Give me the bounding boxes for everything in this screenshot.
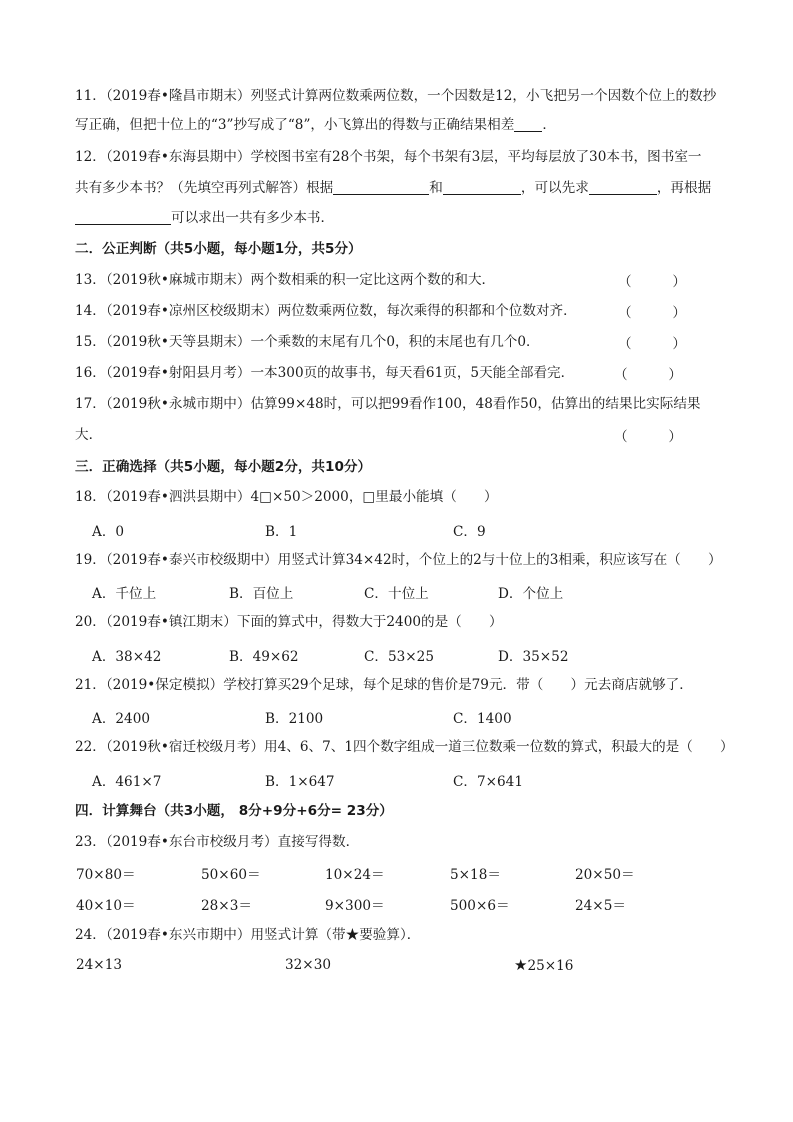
q22-option-b[interactable]: B．1×647 [265,774,335,790]
q11-line2-text: 写正确，但把十位上的“3”抄写成了“8”，小飞算出的得数与正确结果相差 [75,117,515,133]
q23-item[interactable]: 40×10＝ [76,898,136,914]
q23-item[interactable]: 9×300＝ [325,898,385,914]
q18-option-b[interactable]: B．1 [265,524,298,540]
answer-blank[interactable] [589,180,657,195]
q12-line1: 12．（2019春•东海县期中）学校图书室有28个书架，每个书架有3层，平均每层放了30本书，图书室一 [75,149,702,165]
q12-text-c: ，可以先求 [520,180,589,196]
answer-blank[interactable] [514,117,542,132]
q12-text-b: 和 [429,180,443,196]
q23-stem: 23．（2019春•东台市校级月考）直接写得数． [75,834,360,850]
q22-option-c[interactable]: C．7×641 [453,774,523,790]
q20-option-b[interactable]: B．49×62 [229,649,299,665]
q22-option-a[interactable]: A．461×7 [92,774,162,790]
q24-item-starred[interactable] [514,956,573,974]
q21-option-c[interactable]: C．1400 [453,711,512,727]
q24-item[interactable]: 24×13 [76,957,122,973]
q19-option-b[interactable]: B．百位上 [229,586,294,602]
q23-item[interactable]: 50×60＝ [201,867,261,883]
answer-blank[interactable] [333,180,429,195]
q20-stem: 20．（2019春•镇江期末）下面的算式中，得数大于2400的是（ ） [75,614,503,630]
q12-text-e: 可以求出一共有多少本书． [171,210,335,226]
q18-option-c[interactable]: C．9 [453,524,486,540]
q21-option-a[interactable]: A．2400 [92,711,151,727]
q17-line1: 17．（2019秋•永城市期中）估算99×48时，可以把99看作100，48看作50，估算出的结果比实际结果 [75,396,701,412]
q12-line2 [75,178,711,198]
q12-text-a: 共有多少本书？（先填空再列式解答）根据 [75,180,334,196]
q24-stem: 24．（2019春•东兴市期中）用竖式计算（带★要验算）． [75,927,421,943]
q23-item[interactable]: 10×24＝ [325,867,385,883]
q21-stem: 21．（2019•保定模拟）学校打算买29个足球，每个足球的售价是79元．带（ ）元去商店就够了． [75,677,693,693]
q23-item[interactable]: 20×50＝ [575,867,635,883]
q22-stem: 22．（2019秋•宿迁校级月考）用4、6、7、1四个数字组成一道三位数乘一位数的算式，积最大的是（ ） [75,739,734,755]
q18-stem: 18．（2019春•泗洪县期中）4□×50＞2000，□里最小能填（ ） [75,489,498,505]
q19-stem: 19．（2019春•泰兴市校级期中）用竖式计算34×42时，个位上的2与十位上的3相乘，积应该写在（ ） [75,552,722,568]
q20-option-c[interactable]: C．53×25 [364,649,434,665]
q16-answer-paren[interactable]: （ ） [614,367,682,383]
q24-item[interactable]: 32×30 [285,957,331,973]
section-heading-judge: 二．公正判断（共5小题，每小题1分，共5分） [75,241,362,257]
q23-item[interactable]: 24×5＝ [575,898,626,914]
q14-text: 14．（2019春•凉州区校级期末）两位数乘两位数，每次乘得的积都和个位数对齐． [75,303,577,319]
q11-line2 [75,115,556,135]
q11-line2-end: ． [542,117,556,133]
q16-text: 16．（2019春•射阳县月考）一本300页的故事书，每天看61页，5天能全部看完． [75,365,575,381]
q17-answer-paren[interactable]: （ ） [614,429,682,445]
q20-option-d[interactable]: D．35×52 [498,649,569,665]
q13-text: 13．（2019秋•麻城市期末）两个数相乘的积一定比这两个数的和大． [75,272,496,288]
q12-line3 [75,208,334,228]
q24-item-text: 25×16 [527,958,574,974]
q23-item[interactable]: 28×3＝ [201,898,252,914]
q19-option-d[interactable]: D．个位上 [498,586,564,602]
q21-option-b[interactable]: B．2100 [265,711,324,727]
section-heading-calc: 四．计算舞台（共3小题， 8分+9分+6分= 23分） [75,803,393,819]
q23-item[interactable]: 500×6＝ [450,898,510,914]
answer-blank[interactable] [443,180,521,195]
q15-text: 15．（2019秋•天等县期末）一个乘数的末尾有几个0，积的末尾也有几个0． [75,334,540,350]
q23-item[interactable]: 70×80＝ [76,867,136,883]
q13-answer-paren[interactable]: （ ） [618,274,686,290]
q20-option-a[interactable]: A．38×42 [92,649,162,665]
q23-item[interactable]: 5×18＝ [450,867,501,883]
q17-line2: 大． [75,427,103,443]
q18-option-a[interactable]: A．0 [92,524,125,540]
q15-answer-paren[interactable]: （ ） [618,336,686,352]
q19-option-c[interactable]: C．十位上 [364,586,429,602]
answer-blank[interactable] [75,210,171,225]
q14-answer-paren[interactable]: （ ） [618,305,686,321]
q11-line1: 11．（2019春•隆昌市期末）列竖式计算两位数乘两位数，一个因数是12，小飞把另一个因数个位上的数抄 [75,88,717,104]
q12-text-d: ，再根据 [656,180,712,196]
star-icon: ★ [514,956,528,974]
q19-option-a[interactable]: A．千位上 [92,586,157,602]
section-heading-choice: 三．正确选择（共5小题，每小题2分，共10分） [75,459,372,475]
